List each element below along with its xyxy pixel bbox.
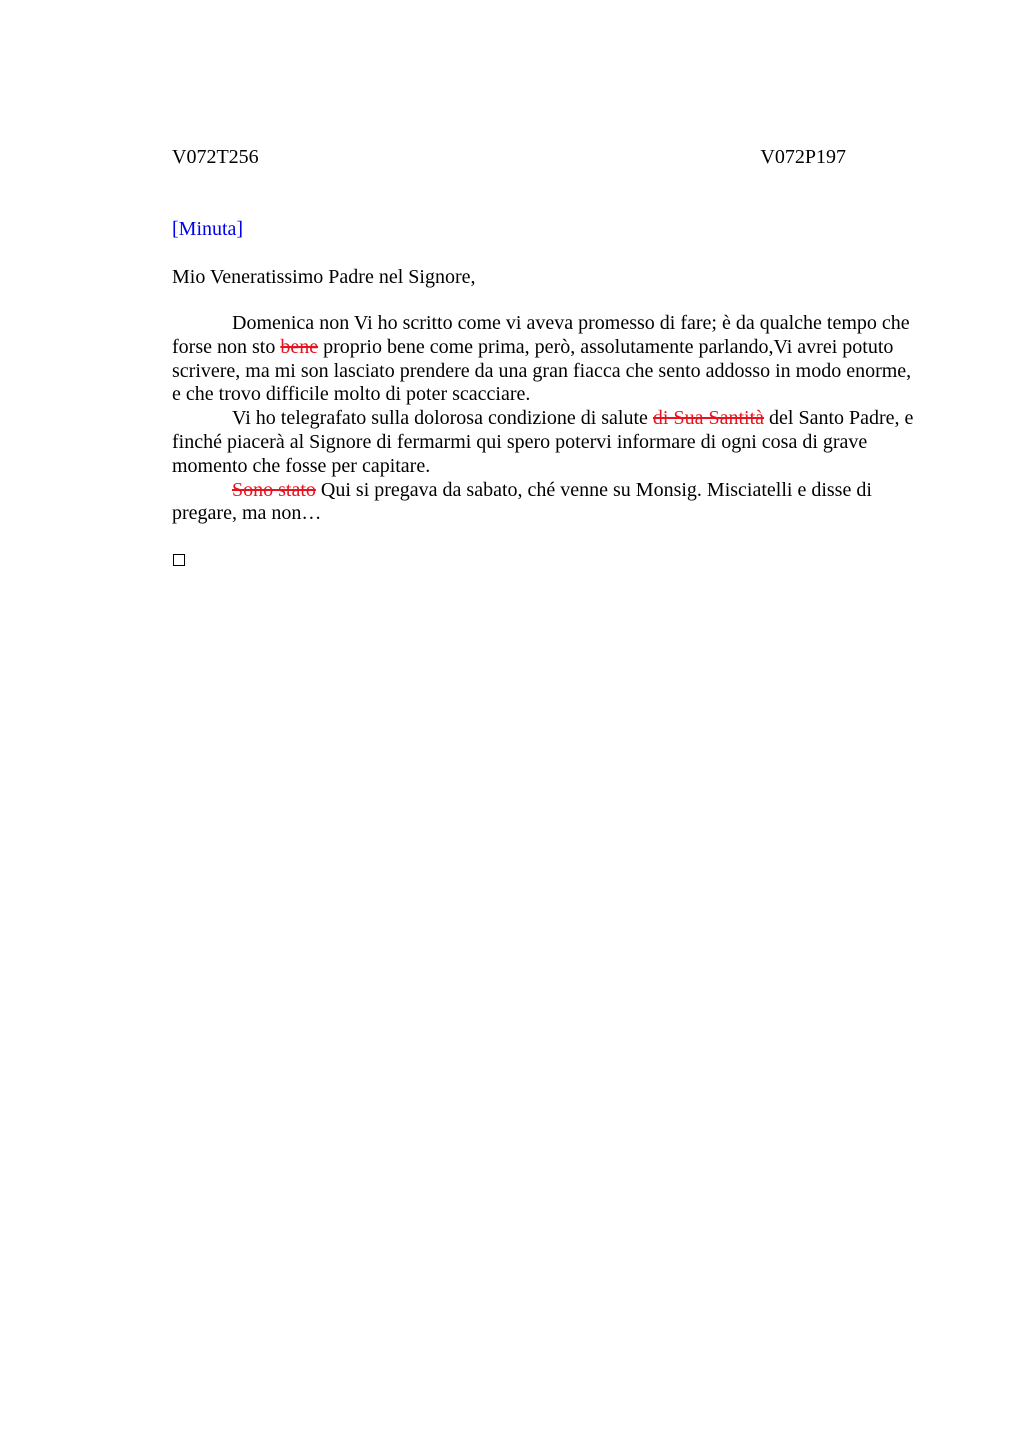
paragraph-1 [172, 312, 924, 407]
deleted-text: Sono stato [232, 478, 316, 501]
salutation: Mio Veneratissimo Padre nel Signore, [172, 266, 476, 288]
deleted-text: bene [280, 335, 319, 358]
paragraph-text: Qui si pregava da sabato, ché venne su Monsig. Misciatelli e disse di pregare, ma non… [172, 478, 872, 525]
document-code-left: V072T256 [172, 146, 259, 168]
paragraph-3 [172, 479, 924, 527]
paragraph-text: Vi ho telegrafato sulla dolorosa condizione di salute [232, 407, 653, 430]
paragraph-2 [172, 407, 924, 478]
empty-checkbox-icon [173, 554, 185, 566]
letter-body [172, 312, 924, 526]
paragraph-text: Domenica non Vi ho scritto come vi aveva promesso di fare; è da qualche tempo che forse non sto [172, 312, 910, 358]
deleted-text: di Sua Santità [652, 407, 765, 430]
paragraph-text: del Santo Padre, e finché piacerà al Signore di fermarmi qui spero potervi informare di ogni cosa di grave momento che fosse per capitare. [172, 407, 914, 477]
minuta-label: [Minuta] [172, 218, 244, 240]
document-code-right: V072P197 [760, 146, 846, 168]
paragraph-text: proprio bene come prima, però, assolutamente parlando,Vi avrei potuto scrivere, ma mi son lasciato prendere da una gran fiacca che sento addosso in modo enorme, e che trovo difficile molto di poter scacciare. [172, 335, 912, 406]
